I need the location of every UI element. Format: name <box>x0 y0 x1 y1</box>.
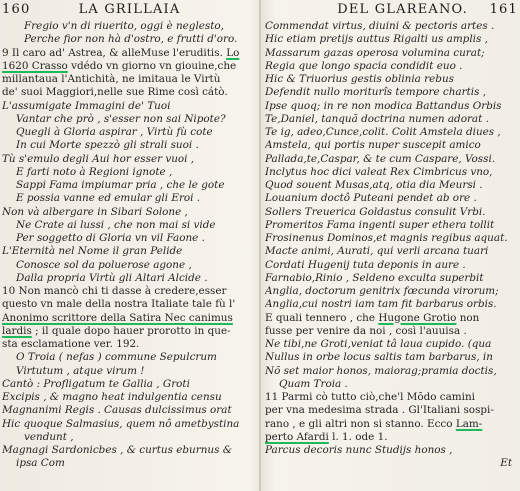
text-line <box>265 179 518 192</box>
text-segment: Amstela, qui portis nuper suscepit amico <box>265 139 481 152</box>
text-segment: Inclytus hoc dici valeat Rex Cimbricus vno, <box>265 165 493 178</box>
text-line <box>2 179 257 192</box>
text-segment: questo vn male della nostra Italiate tale fù l' <box>2 298 236 311</box>
right-running-head: DEL GLAREANO. <box>337 2 468 17</box>
text-line <box>265 86 518 99</box>
text-segment: Hic quoque Salmasius, quem nô ametbystina <box>2 417 240 430</box>
text-line <box>265 365 518 378</box>
text-line <box>2 272 257 285</box>
text-segment: Quod souent Musas,atq, otia dia Meursi . <box>265 179 483 191</box>
text-line <box>265 272 518 285</box>
text-segment: ipsa Com <box>16 457 65 470</box>
text-line <box>2 444 257 457</box>
left-page-number: 160 <box>2 2 31 17</box>
text-segment: l. 1. ode 1. <box>328 430 388 443</box>
left-page-text <box>2 20 257 471</box>
text-segment: 10 Non mancò chi ti dasse à credere,esser <box>2 285 227 297</box>
text-line <box>2 298 257 311</box>
text-segment: rano , e gli altri non si stanno. Ecco <box>265 417 456 430</box>
text-line <box>265 259 518 272</box>
text-segment: Dalla propria Virtù gli Altari Alcide . <box>16 271 208 284</box>
highlighted-text: lardis <box>2 324 32 337</box>
text-line <box>265 338 518 351</box>
text-line <box>265 100 518 113</box>
text-segment: Hic etiam pretijs auttus Rigalti us amplis , <box>265 33 488 46</box>
text-segment: Commendat virtus, diuini & pectoris artes . <box>265 20 495 32</box>
text-segment: L'assumigate Immagini de' Tuoi <box>2 99 171 112</box>
left-page-header <box>2 2 257 20</box>
text-line <box>2 60 257 73</box>
text-segment: Fregio v'n di riuerito, oggi è neglesto, <box>24 20 224 32</box>
text-line <box>265 219 518 232</box>
text-line <box>265 192 518 205</box>
right-page <box>265 2 518 491</box>
text-segment: O Troia ( nefas ) commune Sepulcrum <box>16 351 217 364</box>
text-line <box>265 418 518 431</box>
highlighted-text: Hugone Grotio <box>378 311 457 324</box>
text-segment: Nõ set maior honos, maiorag;pramia doctis, <box>265 364 497 377</box>
text-line <box>2 365 257 378</box>
text-segment: 9 Il caro ad' Astrea, & alleMuse l'eruditis. <box>2 46 227 59</box>
text-line <box>265 404 518 417</box>
text-line <box>2 338 257 351</box>
text-line <box>265 245 518 258</box>
text-segment: Cantò : Profligatum te Gallia , Groti <box>2 377 190 390</box>
text-line <box>2 73 257 86</box>
text-line <box>2 325 257 338</box>
text-line <box>2 206 257 219</box>
text-line <box>2 153 257 166</box>
text-line <box>2 431 257 444</box>
text-line <box>2 86 257 99</box>
highlighted-text: perto Afardi <box>265 430 329 443</box>
text-line <box>2 391 257 404</box>
text-segment: Sappi Fama impiumar pria , che le gote <box>16 179 225 191</box>
text-segment: de' suoi Maggiori,nelle sue Rime così cátò. <box>2 86 228 99</box>
text-segment: Macte animi, Aurati, qui verli arcana tuari <box>265 245 489 258</box>
text-line <box>2 285 257 298</box>
text-segment: Non và albergare in Sibari Solone , <box>2 205 188 218</box>
highlighted-text: Lo <box>226 46 240 59</box>
text-line <box>265 126 518 139</box>
text-segment: Cordati Hugenij tuta deponis in aure . <box>265 258 466 271</box>
text-line <box>265 60 518 73</box>
text-segment: Et <box>500 457 512 470</box>
text-segment: sta esclamatione ver. 192. <box>2 338 140 350</box>
left-running-head: LA GRILLAIA <box>78 2 181 17</box>
text-segment: Anglia, doctorum genitrix fœcunda virorum; <box>265 285 499 297</box>
text-line <box>2 404 257 417</box>
text-line <box>265 457 518 470</box>
text-line <box>265 444 518 457</box>
text-segment: Anglia,cui nostri iam tam fit barbarus orbis. <box>265 298 497 311</box>
text-line <box>2 378 257 391</box>
text-line <box>265 166 518 179</box>
text-line <box>2 457 257 470</box>
text-segment: L'Eternità nel Nome il gran Pelide <box>2 245 183 258</box>
text-segment: Te ig, adeo,Cunce,colit. Colit Amstela diues , <box>265 126 501 138</box>
book-gutter <box>259 0 261 491</box>
text-line <box>2 245 257 258</box>
text-line <box>2 113 257 126</box>
text-line <box>2 20 257 33</box>
text-line <box>265 431 518 444</box>
text-segment: Pallada,te,Caspar, & te cum Caspare, Vossi. <box>265 152 496 165</box>
highlighted-text: 1620 Crasso <box>2 59 68 72</box>
highlighted-text: Lam- <box>455 417 483 430</box>
text-segment: fusse per venire da noi , così l'auuisa . <box>265 324 467 337</box>
text-line <box>265 206 518 219</box>
text-segment: Defendit nullo moriturîs tempore chartis , <box>265 86 487 99</box>
text-line <box>265 312 518 325</box>
text-segment: Massarum gazas operosa volumina curat; <box>265 46 485 59</box>
text-segment: Excipis , & magno heat indulgentia censu <box>2 391 222 403</box>
text-line <box>265 33 518 46</box>
text-segment: 11 Parmi cò tutto ciò,che'l Mõdo camini <box>265 391 475 403</box>
text-segment: Perche fior non hà d'ostro, e frutti d'oro. <box>24 33 238 46</box>
text-segment: E possia vanne ed emular gli Eroi . <box>16 192 201 205</box>
text-segment: millantaua l'Antichità, ne imitaua le Virtù <box>2 73 221 85</box>
text-segment: Farnabio,Rinio , Seldeno exculta superbit <box>265 271 484 284</box>
text-segment: Nullus in orbe locus saltis tam barbarus, in <box>265 351 493 364</box>
text-line <box>265 351 518 364</box>
text-segment: vdédo vn giorno vn giouine,che <box>67 59 237 72</box>
text-line <box>2 139 257 152</box>
text-line <box>265 298 518 311</box>
text-segment: Vantar che prò , s'esser non sai Nipote? <box>16 112 226 125</box>
text-segment: Ipse quoq; in re non modica Battandus Orbis <box>265 99 502 112</box>
text-segment: Frosinenus Dominos,et magnis regibus aquat. <box>265 232 508 244</box>
text-segment: ; il quale dopo hauer prorotto in que- <box>31 324 231 337</box>
text-line <box>2 33 257 46</box>
text-segment: per vna medesima strada . Gl'Italiani sospi- <box>265 404 494 417</box>
text-line <box>265 378 518 391</box>
text-segment: Regia que longo spacia condidit euo . <box>265 59 463 72</box>
text-segment: Te,Daniel, tanquã doctrina numen adorat . <box>265 112 489 125</box>
text-segment: Per soggetto di Gloria vn vil Faone . <box>16 232 205 244</box>
text-segment: Promeritos Fama ingenti super ethera tollit <box>265 218 495 231</box>
text-segment: Ne tibi,ne Groti,veniat tâ laua cupido. (qua <box>265 338 492 350</box>
text-line <box>2 47 257 60</box>
text-segment: Quegli à Gloria aspirar , Virtù fù cote <box>16 126 213 138</box>
text-segment: Sollers Treuerica Goldastus consulit Vrbi. <box>265 205 486 218</box>
text-segment: Louanium doctô Puteani pendet ab ore . <box>265 192 477 205</box>
text-line <box>265 391 518 404</box>
text-line <box>2 259 257 272</box>
text-segment: Magnanimi Regis . Causas dulcissimus orat <box>2 404 232 417</box>
text-line <box>265 113 518 126</box>
text-line <box>265 20 518 33</box>
text-line <box>2 100 257 113</box>
text-segment: E farti noto à Regioni ignote , <box>16 165 173 178</box>
text-segment: Parcus decoris nunc Studijs honos , <box>265 444 453 456</box>
text-line <box>2 351 257 364</box>
text-line <box>265 325 518 338</box>
text-line <box>265 73 518 86</box>
text-line <box>265 232 518 245</box>
text-segment: Quam Troia . <box>279 377 348 390</box>
text-line <box>265 153 518 166</box>
text-line <box>265 47 518 60</box>
text-segment: non <box>456 311 480 324</box>
text-line <box>2 192 257 205</box>
text-line <box>265 285 518 298</box>
text-line <box>2 232 257 245</box>
text-segment: Ne Crate ai lussi , che non mai si vide <box>16 218 216 231</box>
text-segment: Hic & Triuorius gestis oblinia rebus <box>265 73 454 85</box>
text-line <box>2 126 257 139</box>
text-line <box>2 166 257 179</box>
right-page-text <box>265 20 518 471</box>
text-line <box>2 418 257 431</box>
text-segment: Magnagi Sardonicbes , & curtus eburnus & <box>2 444 232 456</box>
right-page-header <box>265 2 518 20</box>
text-segment: E quali tennero , che <box>265 311 379 324</box>
text-segment: vendunt , <box>24 430 74 443</box>
highlighted-text: Anonimo scrittore della Satira Nec canimus <box>2 311 233 324</box>
text-segment: In cui Morte spezzò gli strali suoi . <box>16 139 199 152</box>
text-segment: Tù s'emulo degli Aui hor esser vuoi , <box>2 152 195 165</box>
right-page-number: 161 <box>489 2 518 17</box>
left-page <box>2 2 257 491</box>
text-segment: Conosce sol da poluerose agone , <box>16 258 192 271</box>
text-line <box>2 219 257 232</box>
text-line <box>2 312 257 325</box>
text-line <box>265 139 518 152</box>
text-segment: Virtutum , atque virum ! <box>16 364 145 377</box>
